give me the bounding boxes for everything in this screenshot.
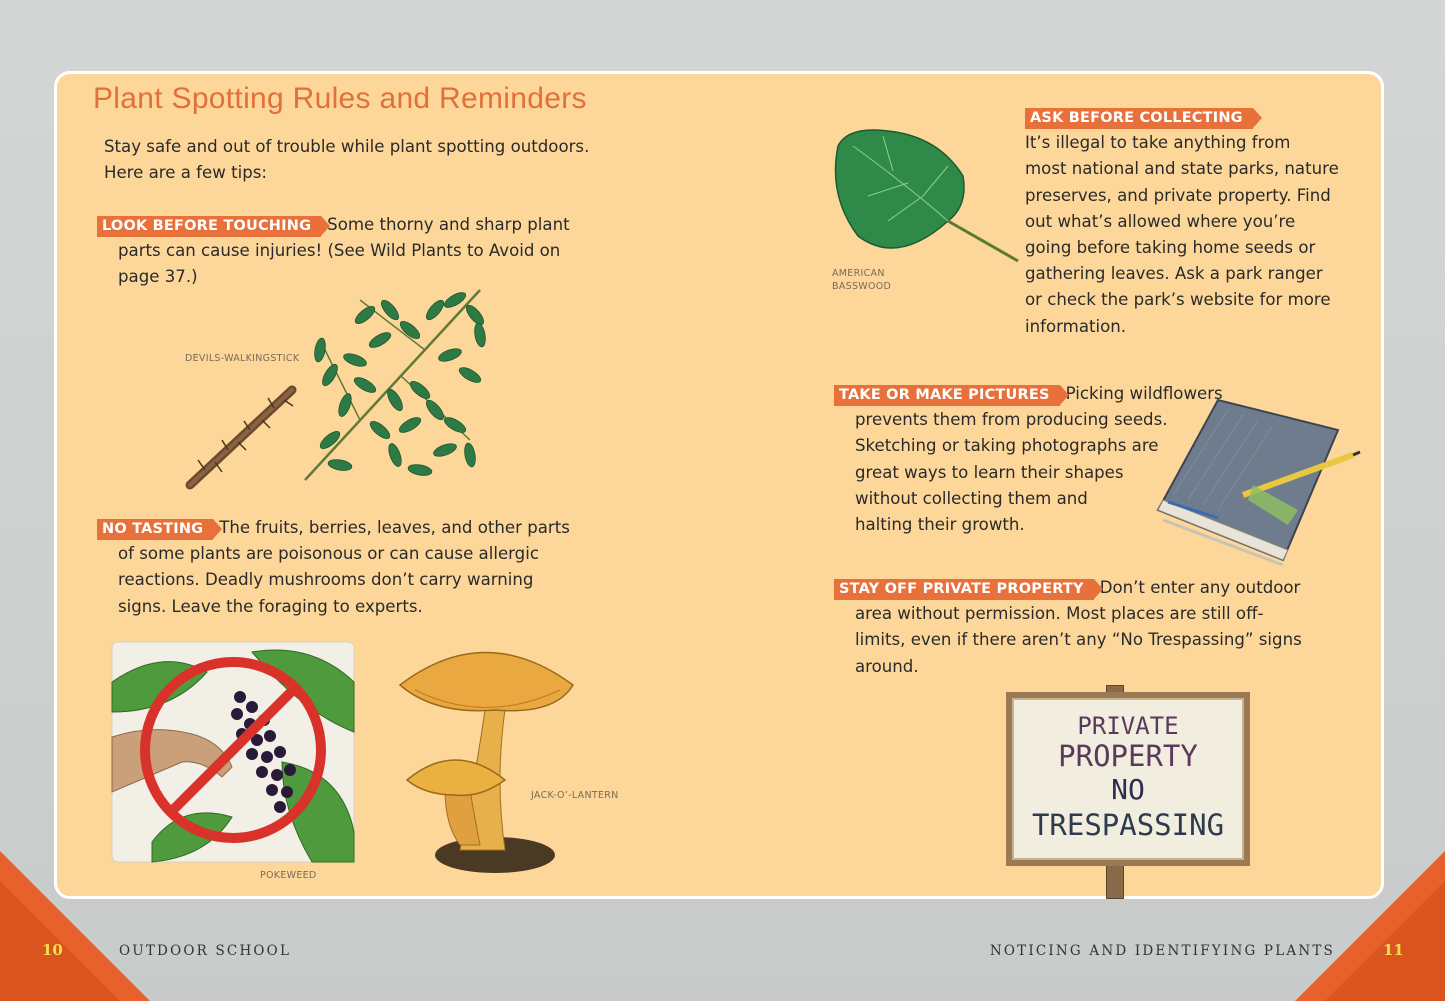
notebook-illustration [1148,400,1358,565]
thorny-stick-icon [190,390,293,485]
section-line: Some thorny and sharp plant [327,215,570,234]
caption-american-basswood: AMERICAN BASSWOOD [832,268,892,292]
page-number-left: 10 [42,941,63,959]
section-line: Sketching or taking photographs are [855,436,1159,456]
section-line: halting their growth. [855,515,1025,535]
sign-line: NO [1111,773,1145,806]
section-line: or check the park’s website for more [1025,290,1331,310]
section-line: page 37.) [118,267,198,287]
section-line: area without permission. Most places are still off- [855,604,1264,624]
compound-leaf-icon [305,290,487,480]
section-line: gathering leaves. Ask a park ranger [1025,264,1323,284]
section-look-before-touching [97,212,577,291]
devils-walkingstick-illustration [180,280,510,500]
jack-o-lantern-mushroom-illustration [395,640,580,875]
section-line: parts can cause injuries! (See Wild Plants to Avoid on [118,241,561,261]
footer-chapter-title: NOTICING AND IDENTIFYING PLANTS [989,943,1335,959]
intro-line: Here are a few tips: [104,163,267,183]
section-line: limits, even if there aren’t any “No Trespassing” signs [855,630,1302,650]
section-line: signs. Leave the foraging to experts. [118,596,423,616]
caption-pokeweed: POKEWEED [260,870,317,881]
sign-line: TRESPASSING [1031,808,1225,842]
page-title: Plant Spotting Rules and Reminders [93,82,587,115]
footer-book-title: OUTDOOR SCHOOL [119,943,292,959]
section-line: reactions. Deadly mushrooms don’t carry warning [118,570,534,590]
intro-text [104,134,589,186]
sign-line: PRIVATE [1077,712,1179,740]
basswood-leaf-illustration [828,126,1023,271]
tag-no-tasting: NO TASTING [97,519,213,540]
section-ask-before-collecting [1025,104,1355,340]
page-number-right: 11 [1383,941,1404,959]
tag-look-before-touching: LOOK BEFORE TOUCHING [97,216,321,237]
section-line: most national and state parks, nature [1025,159,1339,179]
section-line: out what’s allowed where you’re [1025,211,1296,231]
section-line: without collecting them and [855,488,1088,508]
section-line: information. [1025,316,1127,336]
section-line: prevents them from producing seeds. [855,410,1168,430]
section-no-tasting [97,515,577,620]
section-line: of some plants are poisonous or can cause allergic [118,544,539,564]
section-line: great ways to learn their shapes [855,462,1124,482]
caption-jack-o-lantern: JACK-O’-LANTERN [531,790,619,801]
section-line: around. [855,656,919,676]
tag-take-or-make-pictures: TAKE OR MAKE PICTURES [834,385,1060,406]
section-line: The fruits, berries, leaves, and other parts [219,518,570,537]
section-line: Picking wildflowers [1065,384,1223,403]
section-line: preserves, and private property. Find [1025,185,1331,205]
section-line: going before taking home seeds or [1025,238,1316,258]
pokeweed-illustration [112,642,354,862]
section-line: Don’t enter any outdoor [1099,578,1301,597]
section-stay-off-private-property [834,575,1314,680]
tag-ask-before-collecting: ASK BEFORE COLLECTING [1025,108,1253,129]
section-line: It’s illegal to take anything from [1025,133,1291,153]
private-property-sign [1006,692,1250,866]
intro-line: Stay safe and out of trouble while plant spotting outdoors. [104,137,590,156]
caption-devils-walkingstick: DEVILS-WALKINGSTICK [185,353,300,364]
sign-line: PROPERTY [1058,739,1198,773]
tag-stay-off-private-property: STAY OFF PRIVATE PROPERTY [834,579,1094,600]
